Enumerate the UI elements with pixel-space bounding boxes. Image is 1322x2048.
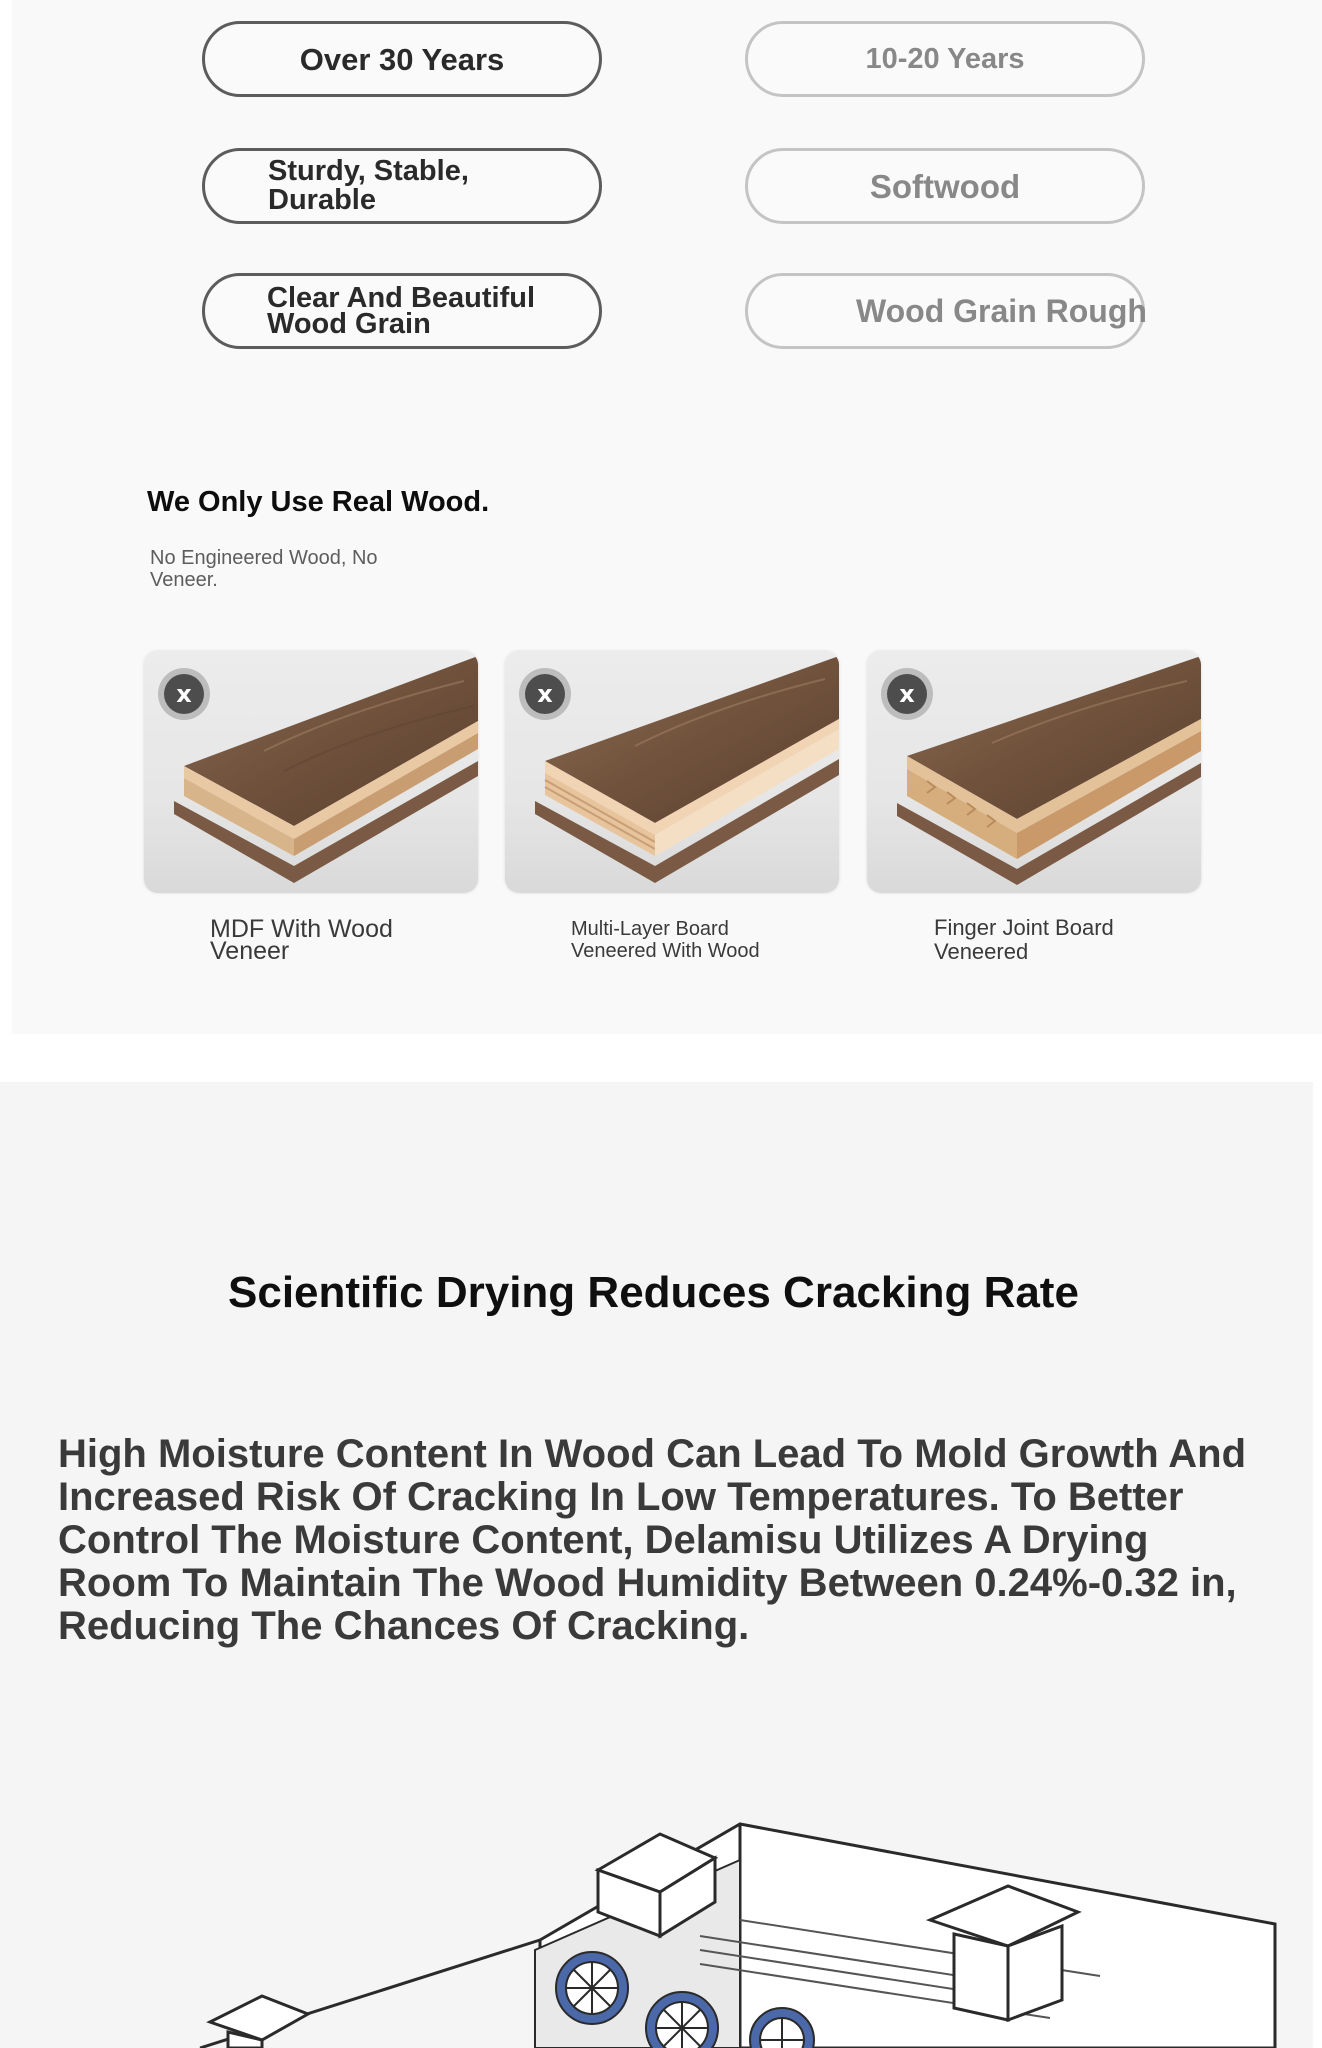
other-wood-type-pill bbox=[745, 148, 1145, 224]
pill-label: Softwood bbox=[869, 167, 1021, 205]
finger-joint-board-card bbox=[867, 651, 1201, 893]
reject-x-icon: x bbox=[158, 668, 210, 720]
drying-room-illustration bbox=[0, 1800, 1313, 2048]
reject-x-icon: x bbox=[519, 668, 571, 720]
real-wood-strength-pill bbox=[202, 148, 602, 224]
real-wood-lifespan-pill bbox=[202, 21, 602, 97]
drying-heading: Scientific Drying Reduces Cracking Rate bbox=[228, 1268, 1079, 1317]
real-wood-grain-pill bbox=[202, 273, 602, 349]
other-wood-lifespan-pill bbox=[745, 21, 1145, 97]
multi-layer-board-label: Multi-Layer Board Veneered With Wood bbox=[571, 918, 760, 962]
finger-joint-board-label: Finger Joint Board Veneered bbox=[934, 915, 1114, 964]
pill-label: Sturdy, Stable, Durable bbox=[268, 155, 469, 216]
reject-x-icon: x bbox=[881, 668, 933, 720]
pill-label: Clear And Beautiful Wood Grain bbox=[267, 281, 536, 340]
real-wood-subheading: No Engineered Wood, No Veneer. bbox=[150, 547, 378, 591]
pill-label: 10-20 Years bbox=[865, 42, 1025, 75]
other-wood-grain-pill bbox=[745, 273, 1145, 349]
pill-label: Wood Grain Rough bbox=[856, 293, 1147, 329]
mdf-board-card bbox=[144, 651, 478, 893]
multi-layer-board-card bbox=[505, 651, 839, 893]
mdf-board-label: MDF With Wood Veneer bbox=[210, 915, 393, 965]
drying-description: High Moisture Content In Wood Can Lead To Mold Growth And Increased Risk Of Cracking In Low Temperatures. To Better Control The Moisture Content, Delamisu Utilizes A Drying Room To Maintain The Wood Humidity Between 0.24%-0.32 in, Reducing The Chances Of Cracking. bbox=[58, 1432, 1247, 1648]
pill-label: Over 30 Years bbox=[299, 41, 505, 77]
real-wood-heading: We Only Use Real Wood. bbox=[147, 486, 490, 518]
